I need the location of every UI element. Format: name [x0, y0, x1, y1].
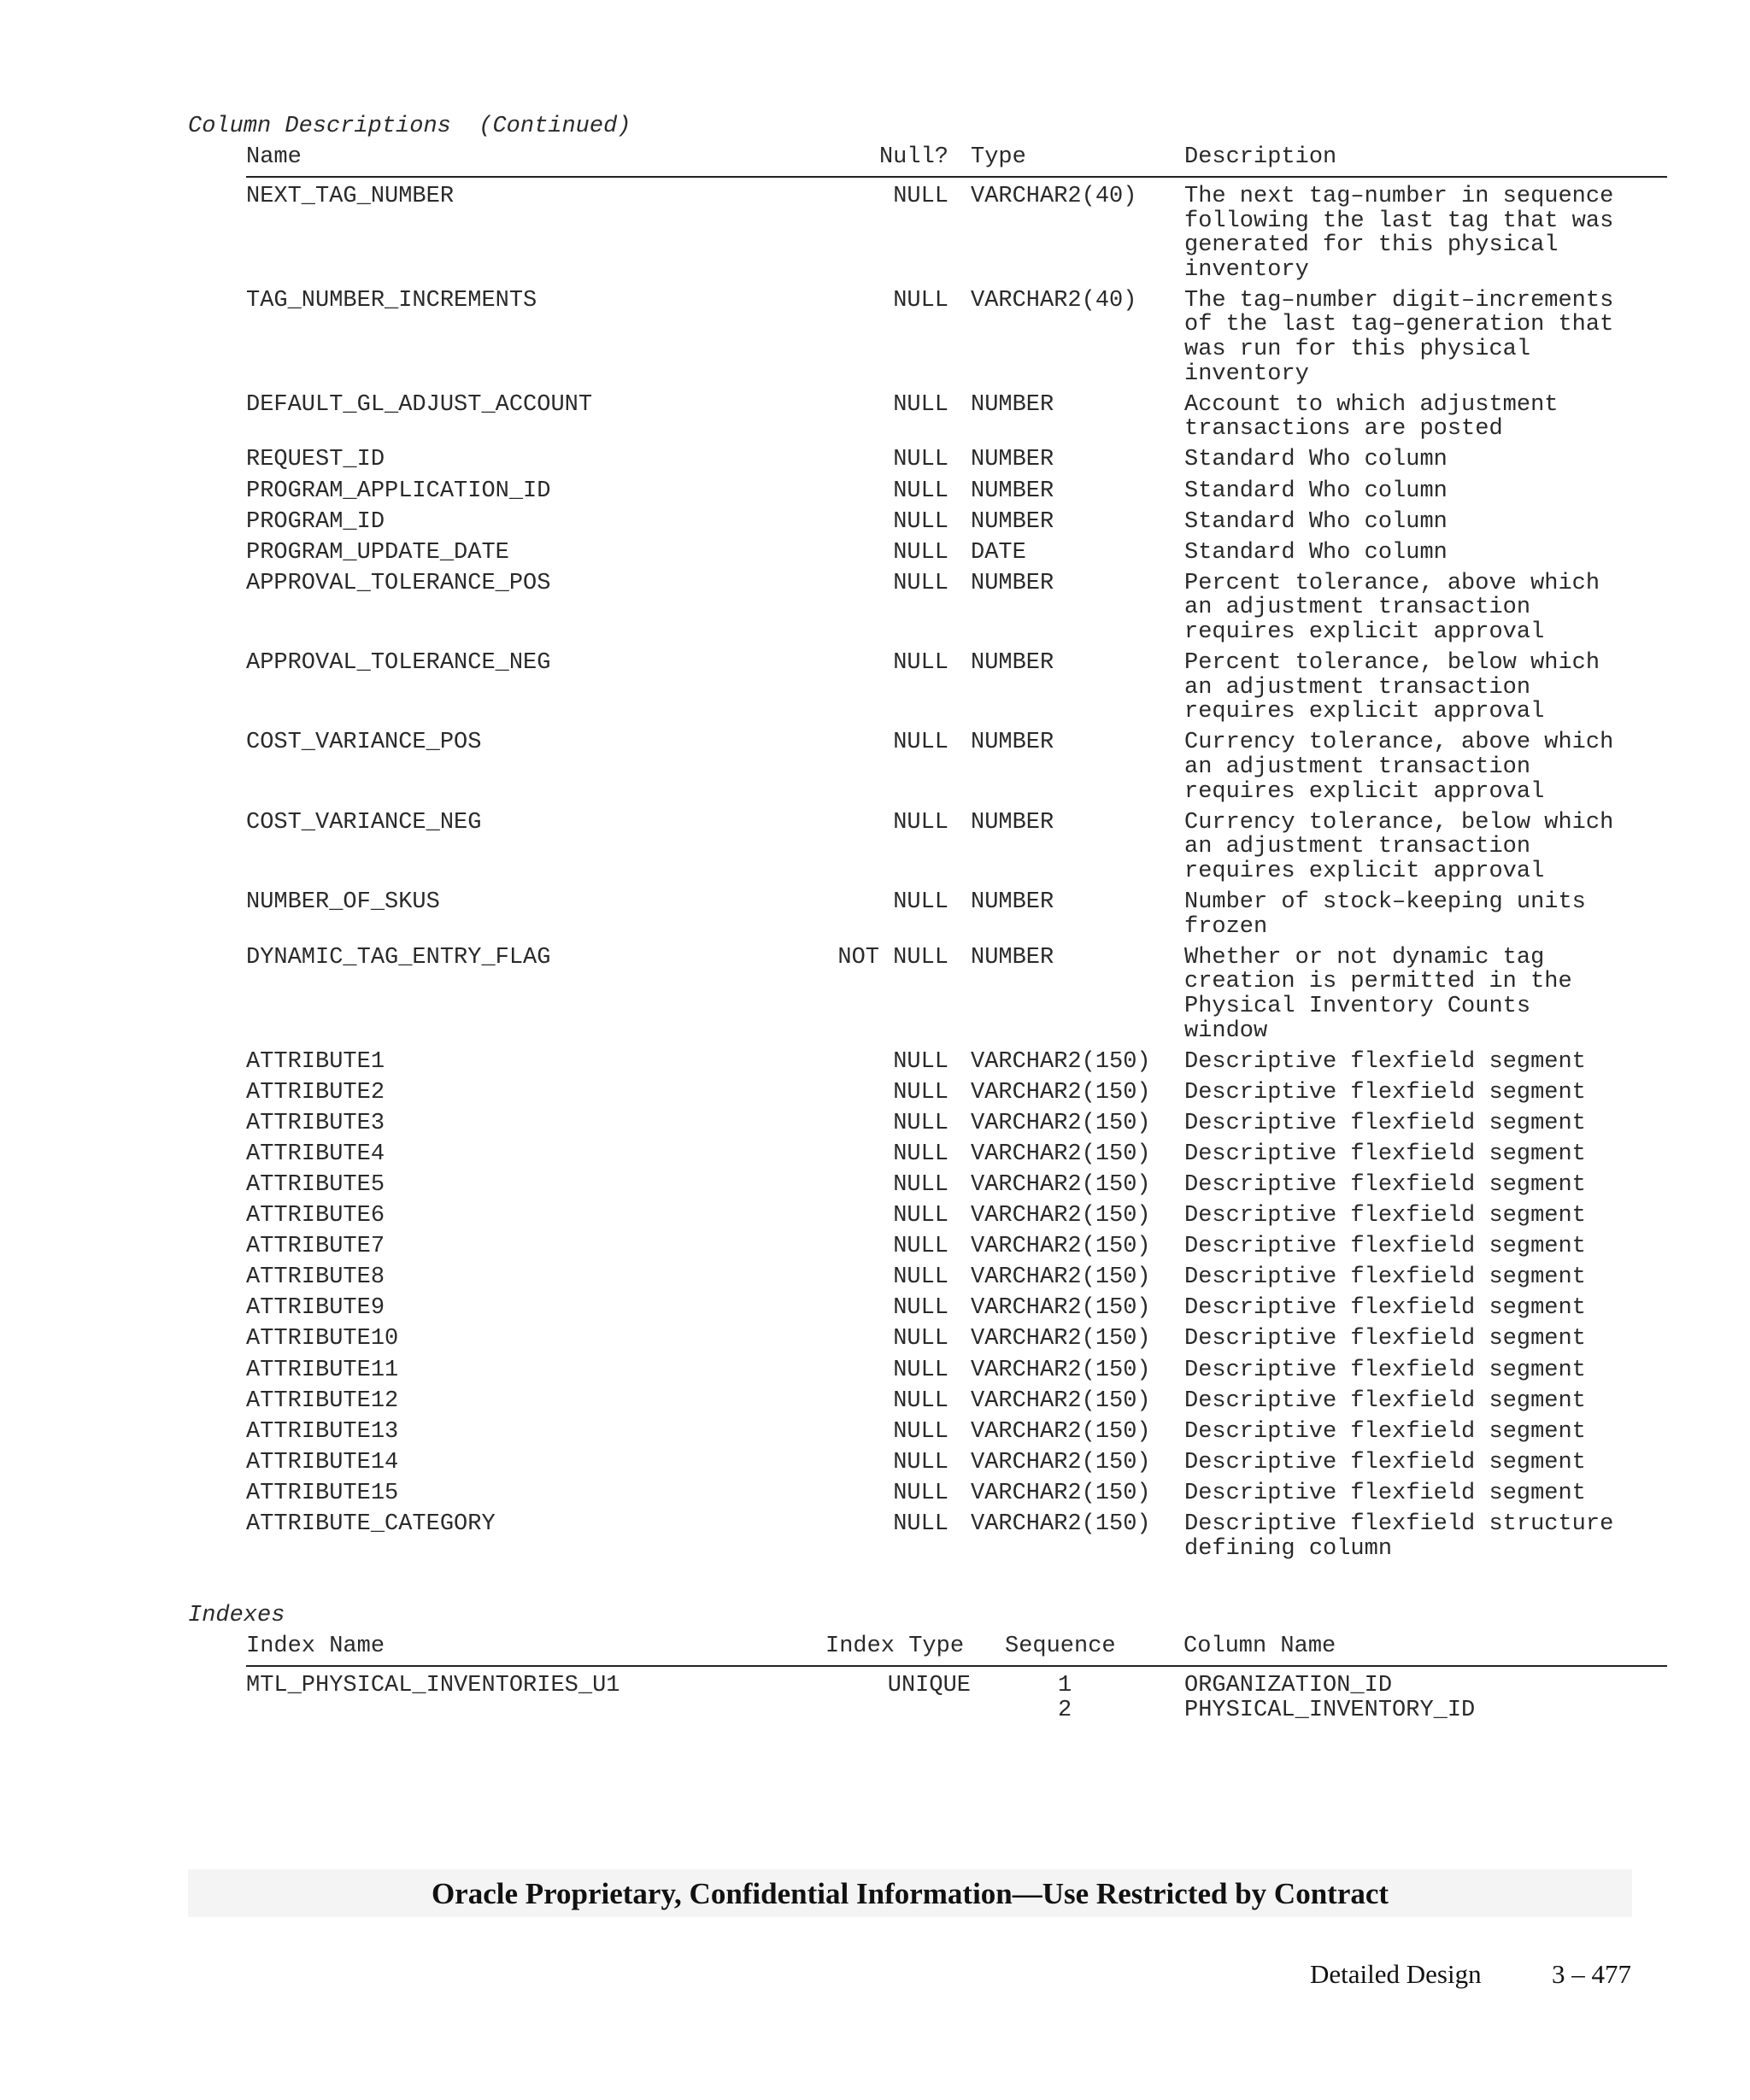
description-cell: Whether or not dynamic tag creation is permitted in the Physical Inventory Counts window — [1184, 944, 1572, 1044]
column-name-cell: DYNAMIC_TAG_ENTRY_FLAG — [246, 944, 551, 971]
column-name-cell: ATTRIBUTE8 — [246, 1264, 385, 1291]
description-cell: Number of stock–keeping units frozen — [1184, 889, 1586, 940]
null-cell: NULL — [893, 287, 948, 314]
column-name-cell: ATTRIBUTE3 — [246, 1110, 385, 1136]
column-name-cell: ATTRIBUTE9 — [246, 1295, 385, 1322]
table-row — [246, 1327, 1667, 1352]
table-row — [246, 479, 1667, 504]
description-cell: Standard Who column — [1184, 478, 1448, 504]
null-cell: NULL — [893, 508, 948, 535]
table-row — [246, 572, 1667, 645]
column-name-cell: ATTRIBUTE2 — [246, 1079, 385, 1106]
index-table-body — [246, 1674, 1667, 1723]
description-cell: Currency tolerance, below which an adjustment transaction requires explicit approval — [1184, 809, 1614, 884]
index-table-header — [246, 1634, 1667, 1667]
type-cell: VARCHAR2(40) — [971, 184, 1137, 209]
type-cell: VARCHAR2(150) — [971, 1418, 1151, 1445]
null-cell: NULL — [893, 1357, 948, 1383]
header-sequence: Sequence — [1005, 1634, 1116, 1659]
table-row — [246, 289, 1667, 386]
table-row — [246, 651, 1667, 724]
sequence-cell — [1058, 1674, 1152, 1722]
column-name-cell: COST_VARIANCE_POS — [246, 730, 482, 756]
null-cell: NULL — [893, 1295, 948, 1322]
column-name-cell: PROGRAM_UPDATE_DATE — [246, 539, 509, 566]
confidential-text: Oracle Proprietary, Confidential Information––Use Restricted by Contract — [431, 1877, 1389, 1910]
null-cell: NULL — [893, 1234, 948, 1260]
type-cell: VARCHAR2(150) — [971, 1480, 1151, 1506]
column-name-cell: ATTRIBUTE12 — [246, 1387, 399, 1414]
null-cell: NULL — [893, 650, 948, 677]
table-row — [246, 510, 1667, 535]
header-index-type: Index Type — [825, 1634, 965, 1659]
null-cell: NULL — [893, 809, 948, 836]
table-row — [246, 1081, 1667, 1106]
type-cell: NUMBER — [971, 570, 1054, 596]
description-cell: Percent tolerance, above which an adjustment transaction requires explicit approval — [1184, 570, 1600, 646]
index-type-cell: UNIQUE — [887, 1673, 971, 1698]
header-column-name: Column Name — [1183, 1634, 1336, 1659]
description-cell: Descriptive flexfield structure defining column — [1184, 1511, 1614, 1562]
table-row — [246, 1235, 1667, 1259]
description-cell: Descriptive flexfield segment — [1184, 1480, 1586, 1506]
table-row — [246, 1173, 1667, 1198]
type-cell: VARCHAR2(40) — [971, 287, 1137, 314]
table-row — [246, 1296, 1667, 1321]
null-cell: NULL — [893, 1418, 948, 1445]
table-row — [246, 1050, 1667, 1075]
header-null: Null? — [878, 144, 948, 170]
null-cell: NULL — [893, 539, 948, 566]
column-name-cell: PROGRAM_APPLICATION_ID — [246, 478, 551, 504]
column-name-cell: ATTRIBUTE_CATEGORY — [246, 1511, 496, 1538]
description-cell: Descriptive flexfield segment — [1184, 1234, 1586, 1260]
type-cell: VARCHAR2(150) — [971, 1234, 1151, 1260]
column-descriptions-title: Column Descriptions (Continued) — [188, 114, 631, 139]
description-cell: Account to which adjustment transactions are posted — [1184, 391, 1559, 443]
column-name-cell: ATTRIBUTE10 — [246, 1326, 399, 1352]
table-row — [246, 1451, 1667, 1475]
column-name-cell: TAG_NUMBER_INCREMENTS — [246, 287, 537, 314]
type-cell: NUMBER — [971, 730, 1054, 756]
column-name-cell: PROGRAM_ID — [246, 508, 385, 535]
table-row — [246, 541, 1667, 566]
type-cell: NUMBER — [971, 889, 1054, 916]
table-row — [246, 1389, 1667, 1414]
header-name: Name — [246, 144, 302, 170]
null-cell: NULL — [893, 391, 948, 418]
table-row — [246, 811, 1667, 884]
index-name-cell: MTL_PHYSICAL_INVENTORIES_U1 — [246, 1673, 620, 1698]
column-name-cell: NUMBER_OF_SKUS — [246, 889, 440, 916]
type-cell: NUMBER — [971, 650, 1054, 677]
table-row — [246, 946, 1667, 1043]
type-cell: NUMBER — [971, 508, 1054, 535]
header-description: Description — [1184, 144, 1337, 170]
type-cell: VARCHAR2(150) — [971, 1449, 1151, 1475]
description-cell: Descriptive flexfield segment — [1184, 1264, 1586, 1291]
null-cell: NULL — [893, 447, 948, 473]
description-cell: Descriptive flexfield segment — [1184, 1449, 1586, 1475]
null-cell: NULL — [893, 1511, 948, 1538]
type-cell: VARCHAR2(150) — [971, 1511, 1151, 1538]
null-cell: NULL — [893, 1387, 948, 1414]
table-row — [246, 1512, 1667, 1561]
description-cell: Descriptive flexfield segment — [1184, 1387, 1586, 1414]
type-cell: VARCHAR2(150) — [971, 1357, 1151, 1383]
index-column-name: PHYSICAL_INVENTORY_ID — [1184, 1697, 1476, 1723]
description-cell: Descriptive flexfield segment — [1184, 1326, 1586, 1352]
index-column-name: ORGANIZATION_ID — [1184, 1673, 1393, 1698]
column-name-cell: COST_VARIANCE_NEG — [246, 809, 482, 836]
type-cell: VARCHAR2(150) — [971, 1326, 1151, 1352]
table-row — [246, 1420, 1667, 1445]
type-cell: VARCHAR2(150) — [971, 1203, 1151, 1229]
column-table-header — [246, 145, 1667, 178]
column-name-cell: ATTRIBUTE11 — [246, 1357, 399, 1383]
null-cell: NULL — [893, 1480, 948, 1506]
description-cell: Standard Who column — [1184, 508, 1448, 535]
column-name-cell: ATTRIBUTE5 — [246, 1171, 385, 1198]
null-cell: NULL — [893, 730, 948, 756]
column-name-cell: ATTRIBUTE4 — [246, 1141, 385, 1167]
column-name-cell: ATTRIBUTE7 — [246, 1234, 385, 1260]
header-index-name: Index Name — [246, 1634, 385, 1659]
null-cell: NULL — [893, 1110, 948, 1136]
indexes-title: Indexes — [188, 1603, 285, 1628]
type-cell: NUMBER — [971, 478, 1054, 504]
description-cell: The tag–number digit–increments of the last tag–generation that was run for this physical inventory — [1184, 287, 1614, 387]
null-cell: NULL — [893, 1264, 948, 1291]
sequence-value: 1 — [1058, 1673, 1072, 1698]
description-cell: Descriptive flexfield segment — [1184, 1418, 1586, 1445]
table-row — [246, 1265, 1667, 1290]
table-row — [246, 1142, 1667, 1167]
description-cell: Currency tolerance, above which an adjustment transaction requires explicit approval — [1184, 730, 1614, 805]
type-cell: VARCHAR2(150) — [971, 1264, 1151, 1291]
description-cell: Descriptive flexfield segment — [1184, 1141, 1586, 1167]
description-cell: Descriptive flexfield segment — [1184, 1110, 1586, 1136]
column-name-cell: APPROVAL_TOLERANCE_NEG — [246, 650, 551, 677]
table-row — [246, 448, 1667, 472]
table-row — [246, 730, 1667, 804]
null-cell: NULL — [893, 1449, 948, 1475]
null-cell: NULL — [893, 1079, 948, 1106]
description-cell: Descriptive flexfield segment — [1184, 1079, 1586, 1106]
type-cell: NUMBER — [971, 944, 1054, 971]
type-cell: VARCHAR2(150) — [971, 1171, 1151, 1198]
description-cell: Descriptive flexfield segment — [1184, 1295, 1586, 1322]
type-cell: VARCHAR2(150) — [971, 1079, 1151, 1106]
table-row — [246, 1358, 1667, 1383]
table-row — [246, 393, 1667, 442]
column-name-cell: APPROVAL_TOLERANCE_POS — [246, 570, 551, 596]
type-cell: NUMBER — [971, 809, 1054, 836]
null-cell: NULL — [893, 1141, 948, 1167]
type-cell: VARCHAR2(150) — [971, 1295, 1151, 1322]
column-table-body — [246, 185, 1667, 1568]
type-cell: VARCHAR2(150) — [971, 1387, 1151, 1414]
null-cell: NULL — [893, 1326, 948, 1352]
column-name-cell: NEXT_TAG_NUMBER — [246, 184, 455, 209]
section-name: Detailed Design — [1310, 1959, 1482, 1989]
column-name-cell: REQUEST_ID — [246, 447, 385, 473]
confidential-banner — [188, 1869, 1632, 1917]
null-cell: NOT NULL — [837, 944, 948, 971]
column-name-cell: ATTRIBUTE15 — [246, 1480, 399, 1506]
description-cell: Descriptive flexfield segment — [1184, 1171, 1586, 1198]
column-name-cell: ATTRIBUTE6 — [246, 1203, 385, 1229]
null-cell: NULL — [893, 478, 948, 504]
description-cell: Descriptive flexfield segment — [1184, 1203, 1586, 1229]
null-cell: NULL — [893, 184, 948, 209]
table-row — [246, 185, 1667, 282]
type-cell: VARCHAR2(150) — [971, 1110, 1151, 1136]
index-row — [246, 1674, 1667, 1723]
column-name-cell: ATTRIBUTE1 — [246, 1048, 385, 1075]
type-cell: DATE — [971, 539, 1026, 566]
column-name-cell: ATTRIBUTE14 — [246, 1449, 399, 1475]
null-cell: NULL — [893, 889, 948, 916]
null-cell: NULL — [893, 1171, 948, 1198]
column-name-cell: DEFAULT_GL_ADJUST_ACCOUNT — [246, 391, 593, 418]
description-cell: The next tag–number in sequence following the last tag that was generated for this physical inventory — [1184, 184, 1614, 283]
description-cell: Descriptive flexfield segment — [1184, 1048, 1586, 1075]
null-cell: NULL — [893, 570, 948, 596]
description-cell: Standard Who column — [1184, 539, 1448, 566]
sequence-value: 2 — [1058, 1697, 1072, 1723]
table-row — [246, 890, 1667, 939]
header-type: Type — [971, 144, 1026, 170]
column-name-cell: ATTRIBUTE13 — [246, 1418, 399, 1445]
null-cell: NULL — [893, 1203, 948, 1229]
table-row — [246, 1481, 1667, 1506]
type-cell: VARCHAR2(150) — [971, 1048, 1151, 1075]
table-row — [246, 1112, 1667, 1136]
description-cell: Percent tolerance, below which an adjustment transaction requires explicit approval — [1184, 650, 1600, 725]
type-cell: NUMBER — [971, 447, 1054, 473]
index-column-cell — [1184, 1674, 1475, 1722]
table-row — [246, 1204, 1667, 1229]
description-cell: Standard Who column — [1184, 447, 1448, 473]
description-cell: Descriptive flexfield segment — [1184, 1357, 1586, 1383]
page-number: 3 – 477 — [1552, 1959, 1631, 1989]
type-cell: NUMBER — [971, 391, 1054, 418]
null-cell: NULL — [893, 1048, 948, 1075]
type-cell: VARCHAR2(150) — [971, 1141, 1151, 1167]
